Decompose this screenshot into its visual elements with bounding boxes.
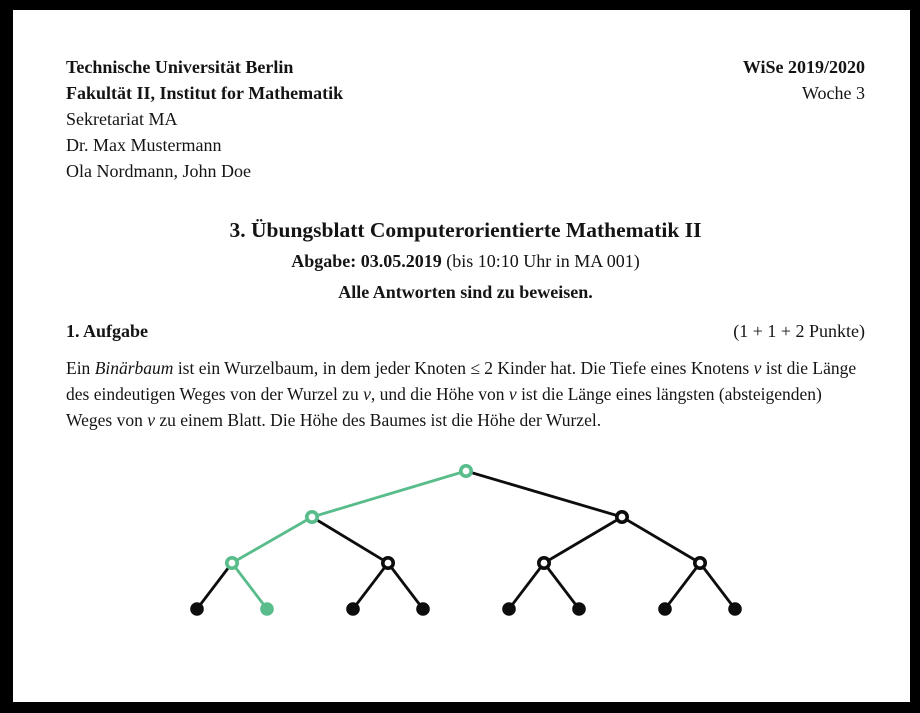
tree-node-lra [346, 602, 360, 616]
binary-tree-figure [66, 451, 865, 634]
math-var-v: v [363, 384, 371, 404]
tree-node-rr [694, 558, 704, 568]
tree-edge-rr-rrb [700, 563, 735, 609]
tree-edge-lr-lrb [388, 563, 423, 609]
header-right-block [743, 54, 865, 106]
intro-text: zu einem Blatt. Die Höhe des Baumes ist die Höhe der Wurzel. [155, 410, 602, 430]
institution-line: Technische Universität Berlin [66, 57, 294, 77]
header-left-block [66, 54, 343, 184]
exercise-heading-row [66, 321, 865, 342]
title-block [66, 215, 865, 308]
tree-edge-rl-rla [509, 563, 544, 609]
proof-note: Alle Antworten sind zu beweisen. [338, 282, 593, 302]
intro-paragraph [66, 355, 865, 433]
tree-edge-root-l [312, 471, 466, 517]
tree-node-lrb [416, 602, 430, 616]
tree-node-rrb [728, 602, 742, 616]
exercise-label: 1. Aufgabe [66, 321, 149, 341]
tree-edge-l-lr [312, 517, 388, 563]
tree-edge-ll-llb [232, 563, 267, 609]
tree-edge-root-r [466, 471, 622, 517]
tree-node-root [460, 466, 470, 476]
tree-node-rla [502, 602, 516, 616]
faculty-line: Fakultät II, Institut for Mathematik [66, 83, 344, 103]
intro-text: ist ein Wurzelbaum, in dem jeder Knoten ≤ 2 Kinder hat. Die Tiefe eines Knotens [173, 358, 754, 378]
tree-edge-rl-rlb [544, 563, 579, 609]
intro-text: ist die Länge des eindeutigen Weges von der Wurzel zu [66, 358, 857, 404]
math-var-v: v [753, 358, 762, 378]
math-var-v: v [508, 384, 517, 404]
term-binary-tree: Binärbaum [94, 358, 174, 378]
tree-node-lla [190, 602, 204, 616]
due-date-bold: Abgabe: 03.05.2019 [291, 251, 442, 271]
office-line: Sekretariat MA [66, 109, 178, 129]
tree-edge-lr-lra [353, 563, 388, 609]
math-var-v: v [147, 410, 155, 430]
tree-edge-ll-lla [197, 563, 232, 609]
tree-edge-r-rr [622, 517, 700, 563]
exercise-points: (1 + 1 + 2 Punkte) [733, 321, 865, 341]
tree-node-l [306, 512, 316, 522]
document-header [66, 54, 865, 184]
sheet-title: 3. Übungsblatt Computerorientierte Mathematik II [229, 218, 702, 242]
week-line: Woche 3 [801, 83, 865, 103]
intro-text: , und die Höhe von [370, 384, 509, 404]
due-date-line [66, 246, 865, 277]
tree-node-ll [226, 558, 236, 568]
intro-text: ist die Länge eines längsten (absteigenden) Weges von [66, 384, 822, 430]
tree-node-lr [382, 558, 392, 568]
binary-tree-svg [166, 451, 766, 629]
due-date-rest: (bis 10:10 Uhr in MA 001) [441, 251, 640, 271]
assistants-line: Ola Nordmann, John Doe [66, 161, 251, 181]
tree-edge-r-rl [544, 517, 622, 563]
tree-edge-l-ll [232, 517, 312, 563]
lecturer-line: Dr. Max Mustermann [66, 135, 222, 155]
tree-node-rra [658, 602, 672, 616]
semester-line: WiSe 2019/2020 [742, 57, 865, 77]
intro-text: Ein [66, 358, 95, 378]
page-content [13, 10, 910, 702]
tree-node-llb [260, 602, 274, 616]
tree-edge-rr-rra [665, 563, 700, 609]
tree-node-rl [538, 558, 548, 568]
tree-node-r [616, 512, 626, 522]
tree-node-rlb [572, 602, 586, 616]
